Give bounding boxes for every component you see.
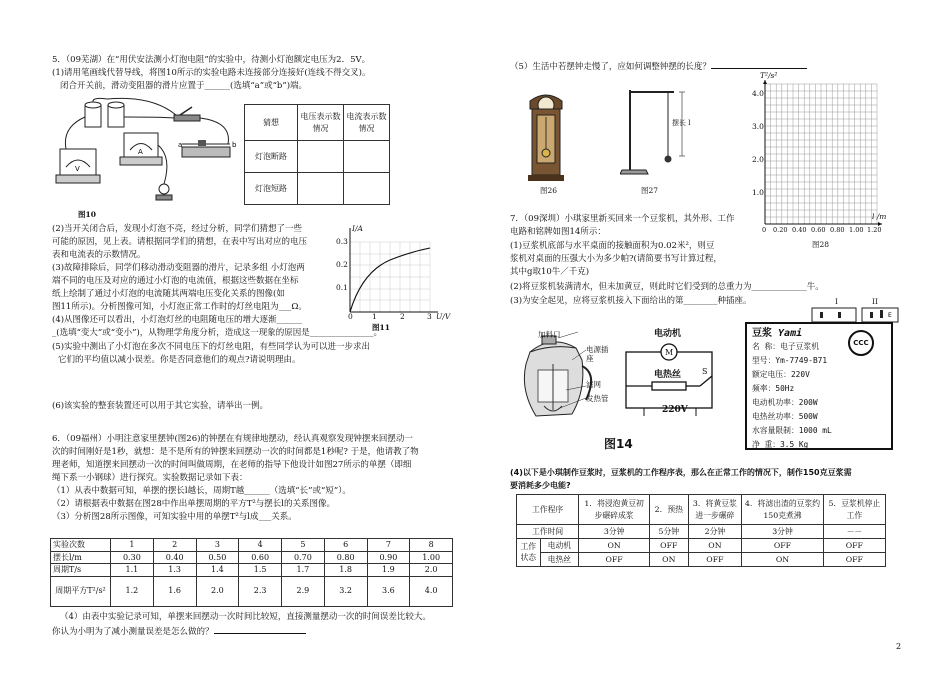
table-cell: 3分钟 [742, 525, 824, 539]
q6-sub-4b: 你认为小明为了减小测量误差是怎么做的？ [52, 624, 306, 638]
q5-p5-line: (5)实验中测出了小灯泡在多次不同电压下的灯丝电阻，有些同学认为可以进一步求出 [52, 342, 371, 352]
machine-label-filter: 滤网 [586, 380, 601, 389]
q6-line: 6．（09福州）小明注意家里摆钟(图26)的钟摆在有规律地摆动，经认真观察发现钟摆来回摆动一 [52, 434, 413, 444]
graph-28-xtick: 1.20 [867, 226, 882, 234]
circuit-heater-label: 电热丝 [654, 370, 682, 380]
nameplate-row: 净 重：3.5 Kg [752, 440, 809, 449]
table-cell: 0.40 [153, 551, 196, 564]
svg-text:V: V [75, 165, 80, 173]
table-cell: 1.2 [111, 576, 154, 606]
table-cell: OFF [649, 539, 688, 553]
q6-line: 绳下系一小钢球）进行探究。实验数据记录如下表： [52, 473, 248, 483]
nameplate-row: 频率：50Hz [752, 384, 795, 393]
table-header: 8 [410, 539, 453, 552]
q6-line: 次的时间刚好是1秒，就想：是不是所有的钟摆来回摆动一次的时间都是1秒呢? 于是，他请教了物 [52, 447, 419, 457]
q5-p3-line: 端不同的电压及对应的通过小灯泡的电流值，根据这些数据在坐标 [52, 276, 299, 286]
nameplate-row: 名 称：电子豆浆机 [752, 342, 820, 351]
table-header: 5 [282, 539, 325, 552]
table-cell: 0.60 [239, 551, 282, 564]
table-cell: ON [742, 553, 824, 567]
table-cell: 1.4 [196, 564, 239, 577]
table-cell: 2.3 [239, 576, 282, 606]
table-cell: 工作状态 [517, 539, 541, 567]
q7-sub-1c: 其中g取10牛／千克) [510, 267, 590, 277]
table-cell: 工作时间 [517, 525, 579, 539]
graph-28-ytick: 2.0 [752, 155, 764, 164]
graph-11-xtick: 2 [400, 312, 405, 321]
svg-text:a: a [178, 141, 183, 149]
circuit-motor-label: 电动机 [654, 329, 682, 339]
figure-14-caption: 图14 [604, 437, 633, 451]
q6-line: 理老师，知道摆来回摆动一次的时间叫做周期，在老师的指导下他设计如图27所示的单摆（即细 [52, 460, 412, 470]
q7-sub-4b: 要消耗多少电能? [510, 481, 571, 490]
table-cell: 3分钟 [579, 525, 650, 539]
figure-26-caption: 图26 [540, 186, 558, 195]
q5-p3-line: (3)故障排除后，同学们移动滑动变阻器的滑片，记录多组 小灯泡两 [52, 263, 305, 273]
graph-28-ytick: 4.0 [752, 89, 764, 98]
graph-11-xtick: 0 [348, 312, 353, 321]
graph-28-ylabel: T²/s² [760, 71, 778, 80]
table-cell: 5分钟 [649, 525, 688, 539]
q6-sub-3: （3）分析图28所示图像，可知实验中用的单摆T²与l成___关系。 [52, 512, 297, 522]
simple-pendulum-figure [620, 84, 700, 180]
nameplate-title: 豆浆 Yami [752, 328, 803, 339]
table-cell: OFF [823, 539, 885, 553]
graph-28-xtick: 0.20 [773, 226, 788, 234]
nameplate-row: 水容量限制：1000 mL [752, 426, 832, 435]
table-cell: 周期平方T²/s² [51, 576, 111, 606]
machine-label-inlet: 加料口 [538, 330, 561, 339]
pendulum-clock-figure [526, 87, 566, 183]
socket-label-ii: II [872, 297, 878, 306]
ccc-certification-logo: CCC [848, 330, 874, 356]
q5-p5-line: 它们的平均值以减小误差。你是否同意他们的观点?请说明理由。 [58, 355, 301, 365]
table-header: 1．将浸泡黄豆初步碾碎成浆 [579, 495, 650, 525]
table-cell: 1.8 [324, 564, 367, 577]
q7-line: 7．（09深圳）小琪家里新买回来一个豆浆机，其外形、工作 [510, 214, 735, 224]
table-cell: 1.5 [239, 564, 282, 577]
table-cell: －－ [823, 525, 885, 539]
table-cell: 1.7 [282, 564, 325, 577]
table-cell: OFF [688, 553, 742, 567]
machine-label-power-socket: 电源插座 [586, 345, 609, 363]
q6-sub-1: （1）从表中数据可知，单摆的摆长l越长，周期T越______（选填“长”或“短”）。 [52, 486, 351, 496]
page-number: 2 [896, 642, 902, 651]
table-header: 4 [239, 539, 282, 552]
table-header: 工作程序 [517, 495, 579, 525]
q5-p2-line: 可能的原因，见上表。请根据同学们的猜想，在表中写出对应的电压 [52, 237, 308, 247]
circuit-switch-label: S [702, 367, 708, 376]
table-header: 电流表示数情况 [344, 105, 390, 141]
q5-p3-line: 图11所示)。分析图像可知，小灯泡正常工作时的灯丝电阻为___Ω。 [52, 302, 307, 312]
graph-11-xlabel: U/V [436, 312, 451, 321]
table-header: 7 [367, 539, 410, 552]
table-header: 3 [196, 539, 239, 552]
pendulum-length-label: 摆长 l [672, 119, 691, 127]
q7-sub-4a: (4)以下是小琪制作豆浆时，豆浆机的工作程序表，那么在正常工作的情况下，制作150克豆浆需 [510, 468, 852, 477]
figure-10-caption: 图10 [78, 210, 96, 219]
circuit-motor-symbol: M [665, 348, 674, 357]
pendulum-data-table [50, 538, 453, 607]
q5-guess-table [244, 104, 390, 205]
table-cell: OFF [742, 539, 824, 553]
table-header: 3．将黄豆浆进一步碾碎 [688, 495, 742, 525]
graph-28-ytick: 1.0 [752, 188, 764, 197]
table-cell: ON [649, 553, 688, 567]
table-cell: 1.3 [153, 564, 196, 577]
table-cell: 0.50 [196, 551, 239, 564]
table-header: 猜想 [245, 105, 298, 141]
q5-p4-line: (4)从图像还可以看出，小灯泡灯丝的电阻随电压的增大逐渐______ [52, 315, 303, 325]
nameplate-row: 型号：Ym-7749-B71 [752, 356, 828, 365]
q5-p3-line: 纸上绘制了通过小灯泡的电流随其两端电压变化关系的图像(如 [52, 289, 285, 299]
table-cell: 电热丝 [540, 553, 579, 567]
q7-line: 电路和铭牌如图14所示： [510, 227, 606, 237]
q5-line-1: 5．（09芜湖）在“用伏安法测小灯泡电阻”的实验中，待测小灯泡额定电压为2．5V。 [52, 55, 371, 65]
table-cell: 0.70 [282, 551, 325, 564]
table-cell: 2分钟 [688, 525, 742, 539]
table-cell: OFF [579, 553, 650, 567]
table-cell: 1.00 [410, 551, 453, 564]
circuit-figure-10 [52, 97, 242, 219]
graph-28-xtick: 0 [762, 226, 767, 234]
table-header: 实验次数 [51, 539, 111, 552]
table-cell: 电动机 [540, 539, 579, 553]
graph-11-xtick: 1 [372, 312, 377, 321]
graph-28-xtick: 0.60 [811, 226, 826, 234]
nameplate-row: 电热丝功率：500W [752, 412, 818, 421]
graph-11-ytick: 0.3 [336, 237, 348, 246]
table-cell: 0.90 [367, 551, 410, 564]
circuit-voltage-label: 220V [662, 405, 688, 415]
graph-28-xtick: 0.40 [792, 226, 807, 234]
q7-sub-1b: 浆机对桌面的压强大小为多少帕?(请简要书写计算过程， [510, 254, 722, 264]
table-header: 电压表示数情况 [298, 105, 344, 141]
q5-p2-line: (2)当开关闭合后，发现小灯泡不亮，经过分析，同学们猜想了一些 [52, 224, 303, 234]
graph-11-xtick: 3 [427, 312, 432, 321]
table-cell: 周期T/s [51, 564, 111, 577]
table-header: 4．将滤出渣的豆浆约150克煮沸 [742, 495, 824, 525]
table-cell: 1.6 [153, 576, 196, 606]
table-cell: 灯泡断路 [245, 141, 298, 173]
table-cell: ON [688, 539, 742, 553]
q7-sub-1a: (1)豆浆机底部与水平桌面的接触面积为0.02米²，则豆 [510, 241, 715, 251]
table-cell: 1.9 [367, 564, 410, 577]
machine-label-heater-tube: 发热管 [586, 394, 609, 403]
table-cell: 1.1 [111, 564, 154, 577]
nameplate-row: 额定电压：220V [752, 370, 810, 379]
table-cell: 0.80 [324, 551, 367, 564]
q5-p6-line: (6)该实验的整套装置还可以用于其它实验，请举出一例。 [52, 401, 269, 411]
table-cell: OFF [823, 553, 885, 567]
table-header: 5．豆浆机停止工作 [823, 495, 885, 525]
q5-p2-line: 表和电流表的示数情况。 [52, 250, 146, 260]
graph-11-ytick: 0.1 [336, 283, 348, 292]
table-cell: 3.2 [324, 576, 367, 606]
table-header: 2 [153, 539, 196, 552]
table-header: 2．预热 [649, 495, 688, 525]
graph-28-xlabel: l /m [872, 212, 887, 221]
svg-text:b: b [232, 141, 237, 149]
graph-28-ytick: 3.0 [752, 122, 764, 131]
nameplate-row: 电动机功率：200W [752, 398, 818, 407]
svg-text:A: A [138, 148, 143, 156]
table-cell: 0.30 [111, 551, 154, 564]
table-cell: 4.0 [410, 576, 453, 606]
q5-line-3: 闭合开关前，滑动变阻器的滑片应置于______(选填“a”或“b”)端。 [60, 81, 308, 91]
q6-sub-5: （5）生活中若摆钟走慢了，应如何调整钟摆的长度？ [510, 59, 807, 73]
figure-11-caption: 图11 [372, 323, 390, 332]
table-cell: 摆长l/m [51, 551, 111, 564]
figure-27-caption: 图27 [641, 186, 659, 195]
figure-28-caption: 图28 [812, 240, 830, 249]
q6-sub-4a: （4）由表中实验记录可知，单摆来回摆动一次时间比较短，直接测量摆动一次的时间误差比较大。 [60, 612, 431, 622]
graph-28-xtick: 1.00 [849, 226, 864, 234]
graph-11-ylabel: I/A [352, 224, 363, 233]
q7-sub-3: (3)为安全起见，应将豆浆机接入下面给出的第________种插座。 [510, 296, 752, 306]
work-program-table [516, 494, 886, 567]
graph-11-ytick: 0.2 [336, 260, 348, 269]
graph-28-xtick: 0.80 [830, 226, 845, 234]
svg-text:E: E [888, 312, 892, 319]
q5-line-2: (1)请用笔画线代替导线，将图10所示的实验电路未连接部分连接好(连线不得交叉)。 [52, 68, 371, 78]
q7-sub-2: (2)将豆浆机装满清水，但未加黄豆，则此时它们受到的总重力为_____________牛。 [510, 282, 824, 292]
table-header: 1 [111, 539, 154, 552]
table-header: 6 [324, 539, 367, 552]
table-cell: 3.6 [367, 576, 410, 606]
table-cell: 灯泡短路 [245, 173, 298, 205]
table-cell: ON [579, 539, 650, 553]
table-cell: 2.0 [410, 564, 453, 577]
socket-label-i: I [835, 297, 838, 306]
table-cell: 2.0 [196, 576, 239, 606]
q6-sub-2: （2）请根据表中数据在图28中作出单摆周期的平方T²与摆长l的关系图像。 [52, 499, 336, 509]
table-cell: 2.9 [282, 576, 325, 606]
q5-p4-line: _(选填“变大”或“变小”)，从物理学角度分析，造成这一现象的原因是_______________。 [52, 328, 383, 338]
